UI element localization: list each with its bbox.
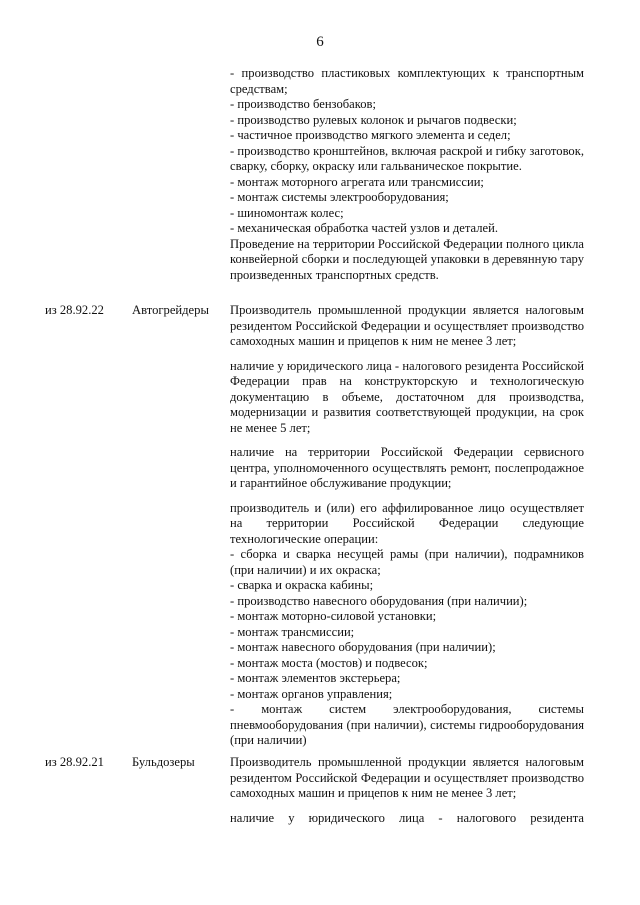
closing-paragraph: Проведение на территории Российской Федерации полного цикла конвейерной сборки и последующей упаковки в деревянную тару произведенных транспортных средств. [230, 236, 584, 282]
list-item: - производство бензобаков; [230, 97, 376, 111]
list-item: - производство пластиковых комплектующих к транспортным средствам; [230, 66, 584, 96]
list-item: - сварка и окраска кабины; [230, 578, 374, 592]
list-item: - производство рулевых колонок и рычагов подвески; [230, 112, 517, 127]
list-item: - сборка и сварка несущей рамы (при наличии), подрамников (при наличии) и их окраска; [230, 547, 584, 577]
list-item: - монтаж навесного оборудования (при наличии); [230, 640, 496, 654]
requirement-paragraph: наличие у юридического лица - налогового резидента [230, 810, 584, 825]
requirement-paragraph: Производитель промышленной продукции является налоговым резидентом Российской Федерации и осуществляет производство самоходных машин и прицепов к ним не менее 3 лет; [230, 755, 584, 800]
product-name: Автогрейдеры [132, 303, 209, 317]
list-item: - шиномонтаж колес; [230, 205, 344, 220]
continued-operations-list [230, 66, 584, 283]
requirement-paragraph: наличие на территории Российской Федерации сервисного центра, уполномоченного осуществлять ремонт, послепродажное и гарантийное обслуживание продукции; [230, 445, 584, 490]
list-item: - монтаж систем электрооборудования, системы пневмооборудования (при наличии), системы гидрооборудования (при наличии) [230, 702, 584, 747]
list-item: - монтаж моста (мостов) и подвесок; [230, 655, 428, 670]
product-name: Бульдозеры [132, 755, 195, 769]
page-number: 6 [316, 34, 324, 50]
requirements-column [230, 303, 584, 749]
list-item: - производство навесного оборудования (при наличии); [230, 593, 528, 608]
list-item: - монтаж системы электрооборудования; [230, 190, 449, 204]
requirements-column [230, 755, 584, 826]
okpd-code: из 28.92.22 [45, 303, 104, 317]
list-item: - монтаж элементов экстерьера; [230, 671, 401, 685]
list-item: - монтаж моторно-силовой установки; [230, 609, 437, 623]
requirement-paragraph: наличие у юридического лица - налогового резидента Российской Федерации прав на конструкторскую и технологическую документацию в объеме, достаточном для производства, модернизации и развития соответствующей продукции, на срок не менее 5 лет; [230, 358, 584, 435]
list-item: - механическая обработка частей узлов и деталей. [230, 221, 498, 235]
list-item: - монтаж моторного агрегата или трансмиссии; [230, 174, 484, 189]
list-item: - монтаж органов управления; [230, 686, 393, 701]
okpd-code: из 28.92.21 [45, 755, 104, 769]
requirement-paragraph: производитель и (или) его аффилированное лицо осуществляет на территории Российской Федерации следующие технологические операции: [230, 500, 584, 546]
list-item: - монтаж трансмиссии; [230, 624, 355, 639]
list-item: - производство кронштейнов, включая раскрой и гибку заготовок, сварку, сборку, окраску или гальваническое покрытие. [230, 143, 584, 173]
requirement-paragraph: Производитель промышленной продукции является налоговым резидентом Российской Федерации и осуществляет производство самоходных машин и прицепов к ним не менее 3 лет; [230, 303, 584, 348]
list-item: - частичное производство мягкого элемента и седел; [230, 128, 511, 142]
